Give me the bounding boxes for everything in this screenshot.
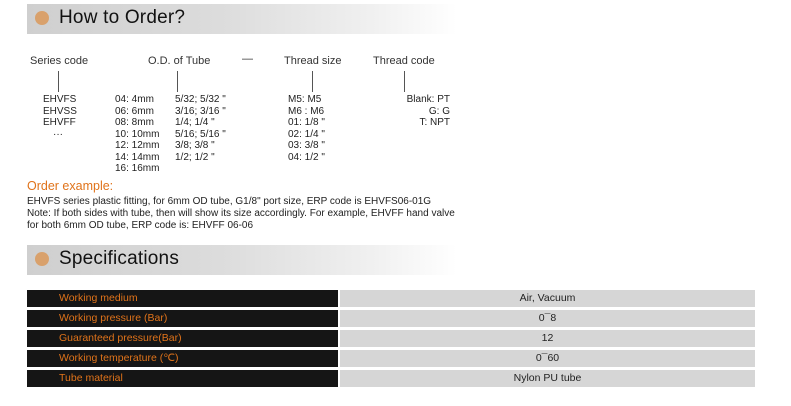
series-code-item: EHVSS — [43, 105, 77, 117]
order-example-line: Note: If both sides with tube, then will show its size accordingly. For example, EHVFF hand valve — [27, 208, 455, 219]
od-metric-item: 06: 6mm — [115, 105, 154, 117]
thread-code-item: T: NPT — [419, 117, 450, 128]
series-code-item: ··· — [53, 128, 63, 140]
spec-value: 0¯60 — [340, 350, 755, 367]
thread-code-item: Blank: PT — [406, 94, 450, 105]
od-inch-item: 1/4; 1/4 " — [175, 117, 215, 128]
thread-size-item: 01: 1/8 " — [288, 117, 325, 128]
orange-circle-icon — [35, 11, 49, 25]
od-metric-list — [115, 94, 159, 175]
spec-label: Working pressure (Bar) — [27, 310, 338, 327]
order-example-line: EHVFS series plastic fitting, for 6mm OD tube, G1/8" port size, ERP code is EHVFS06-01G — [27, 196, 432, 207]
od-metric-item: 08: 8mm — [115, 117, 154, 128]
spec-label: Working temperature (℃) — [27, 350, 338, 367]
how-to-order-header — [27, 4, 457, 34]
series-code-connector — [58, 71, 59, 92]
thread-code-heading: Thread code — [373, 55, 435, 67]
specifications-header — [27, 245, 457, 275]
spec-value: Nylon PU tube — [340, 370, 755, 387]
spec-row-tube-material — [27, 370, 755, 387]
spec-value: Air, Vacuum — [340, 290, 755, 307]
thread-code-connector — [404, 71, 405, 92]
thread-code-item: G: G — [428, 105, 450, 117]
thread-size-item: 03: 3/8 " — [288, 140, 325, 151]
od-inch-item: 3/8; 3/8 " — [175, 140, 215, 151]
od-metric-item: 12: 12mm — [115, 140, 160, 151]
order-example-line: for both 6mm OD tube, ERP code is: EHVFF 06-06 — [27, 220, 254, 231]
thread-size-list — [288, 94, 325, 163]
od-metric-item: 10: 10mm — [115, 128, 160, 140]
od-inch-item: 5/16; 5/16 " — [175, 128, 226, 140]
spec-row-guaranteed-pressure — [27, 330, 755, 347]
series-code-heading: Series code — [30, 55, 89, 67]
specifications-title: Specifications — [59, 248, 180, 269]
thread-code-list — [374, 94, 450, 129]
od-tube-heading: O.D. of Tube — [148, 55, 211, 67]
series-code-list — [43, 94, 77, 140]
spec-row-working-pressure — [27, 310, 755, 327]
od-metric-item: 14: 14mm — [115, 151, 160, 163]
thread-size-heading: Thread size — [284, 55, 342, 67]
dash-separator: — — [242, 53, 253, 65]
thread-size-item: M6 : M6 — [288, 105, 325, 117]
spec-label: Tube material — [27, 370, 338, 387]
od-metric-item: 04: 4mm — [115, 94, 154, 105]
spec-row-working-temperature — [27, 350, 755, 367]
series-code-item: EHVFF — [43, 117, 76, 128]
how-to-order-title: How to Order? — [59, 7, 186, 28]
od-metric-item: 16: 16mm — [115, 163, 160, 174]
spec-value: 12 — [340, 330, 755, 347]
order-example-title: Order example: — [27, 179, 114, 193]
od-inch-item: 5/32; 5/32 " — [175, 94, 226, 105]
thread-size-item: 02: 1/4 " — [288, 128, 325, 140]
od-inch-item: 1/2; 1/2 " — [175, 151, 215, 163]
od-inch-item: 3/16; 3/16 " — [175, 105, 226, 117]
spec-value: 0¯8 — [340, 310, 755, 327]
spec-label: Guaranteed pressure(Bar) — [27, 330, 338, 347]
spec-label: Working medium — [27, 290, 338, 307]
spec-row-working-medium — [27, 290, 755, 307]
thread-size-item: M5: M5 — [288, 94, 322, 105]
orange-circle-icon — [35, 252, 49, 266]
thread-size-item: 04: 1/2 " — [288, 151, 325, 163]
od-inch-list — [175, 94, 226, 163]
series-code-item: EHVFS — [43, 94, 77, 105]
od-tube-connector — [177, 71, 178, 92]
thread-size-connector — [312, 71, 313, 92]
